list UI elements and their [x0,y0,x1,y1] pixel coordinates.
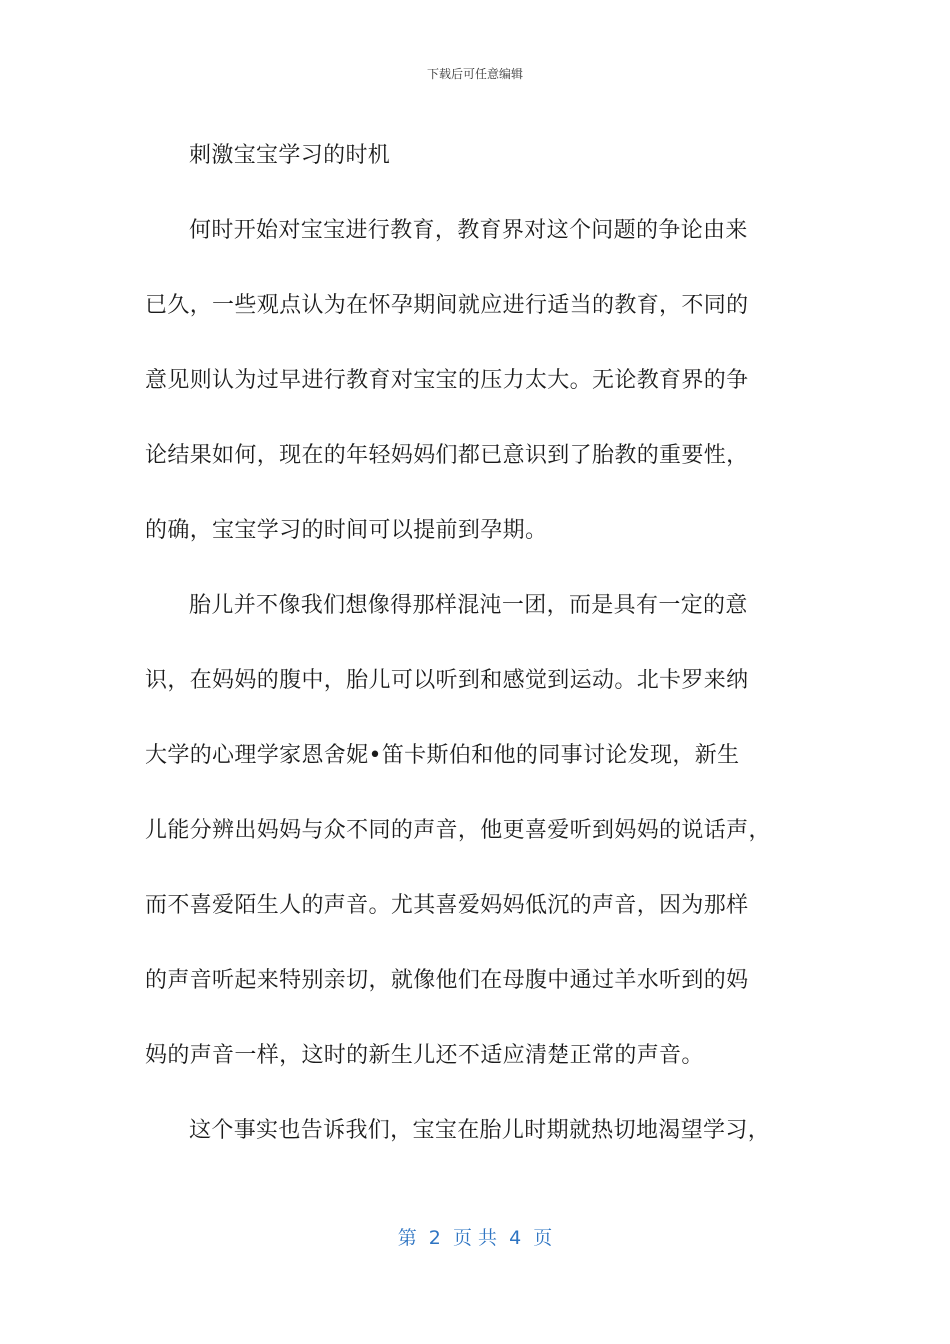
paragraph-1: 何时开始对宝宝进行教育，教育界对这个问题的争论由来 已久，一些观点认为在怀孕期间就应进行适当的教育，不同的 意见则认为过早进行教育对宝宝的压力太大。无论教育界的争 论结果如何，现在的年轻妈妈们都已意识到了胎教的重要性， 的确，宝宝学习的时间可以提前到孕期。 [145,218,749,543]
paragraph-2: 胎儿并不像我们想像得那样混沌一团，而是具有一定的意 识，在妈妈的腹中，胎儿可以听到和感觉到运动。北卡罗来纳 大学的心理学家恩舍妮•笛卡斯伯和他的同事讨论发现，新生 儿能分辨出妈妈与众不同的声音，他更喜爱听到妈妈的说话声， 而不喜爱陌生人的声音。尤其喜爱妈妈低沉的声音，因为那样 的声音听起来特别亲切，就像他们在母腹中通过羊水听到的妈 妈的声音一样，这时的新生儿还不适应清楚正常的声音。 [145,593,771,1068]
document-body [145,118,805,1168]
page-header: 下载后可任意编辑 [426,67,523,81]
paragraph-3: 这个事实也告诉我们，宝宝在胎儿时期就热切地渴望学习， [189,1118,771,1143]
page-number-footer: 第 2 页 共 4 页 [397,1227,553,1249]
document-title: 刺激宝宝学习的时机 [189,143,391,168]
